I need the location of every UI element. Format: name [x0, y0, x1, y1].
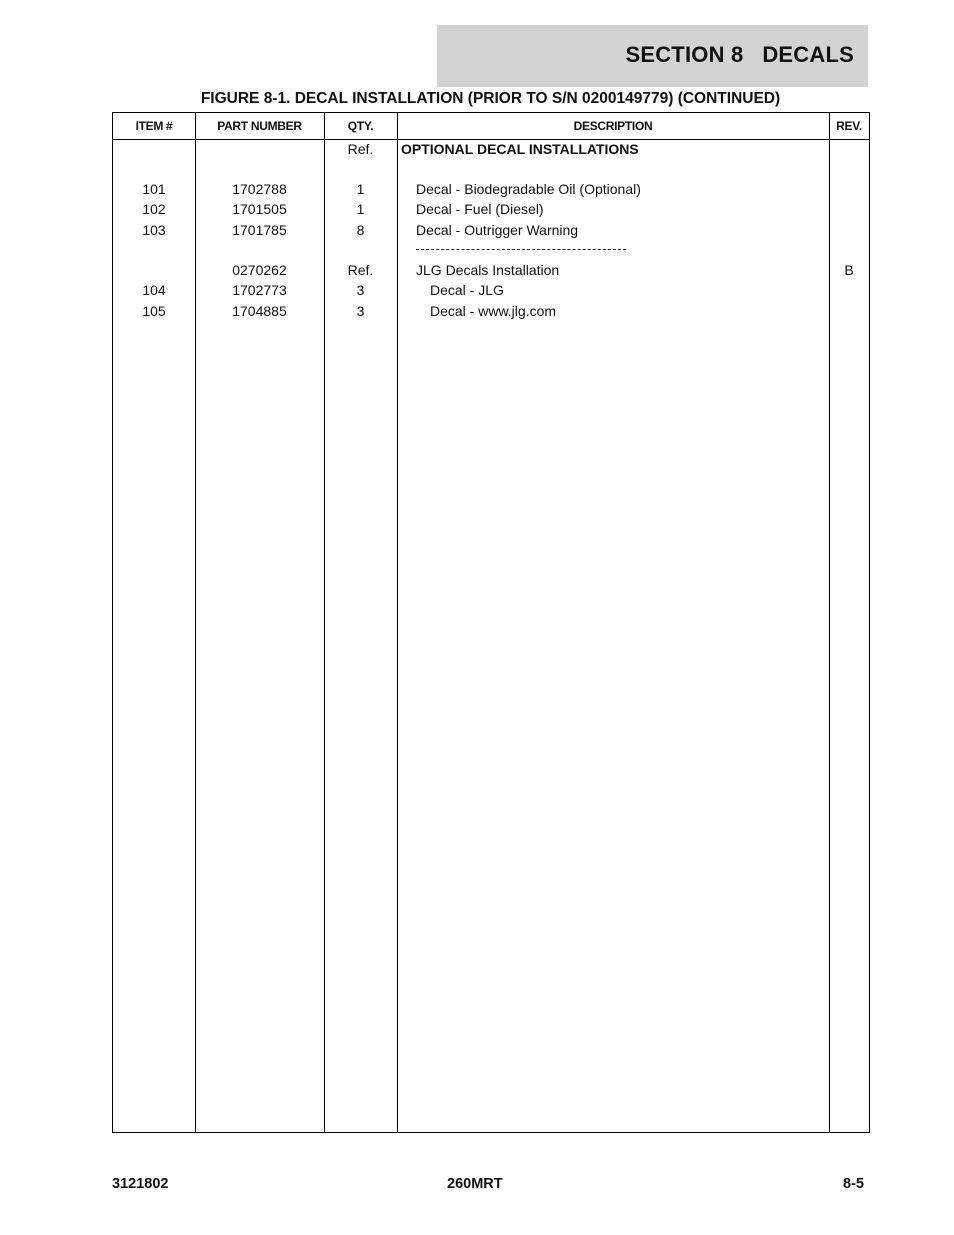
qty-cell: 1 — [356, 201, 365, 217]
table-row — [113, 139, 869, 159]
table-row — [113, 179, 869, 199]
description-cell: Decal - Outrigger Warning — [416, 222, 579, 238]
table-row — [113, 199, 869, 219]
item-cell: 105 — [142, 303, 166, 319]
part-number-cell: 1704885 — [232, 303, 287, 319]
qty-cell: Ref. — [347, 141, 374, 157]
item-cell: 102 — [142, 201, 166, 217]
footer-model: 260MRT — [447, 1176, 503, 1192]
column-header-qty: QTY. — [347, 119, 374, 133]
table-row — [113, 260, 869, 280]
description-cell: Decal - Fuel (Diesel) — [416, 201, 544, 217]
dashed-separator — [416, 249, 626, 250]
description-cell: JLG Decals Installation — [416, 262, 560, 278]
rev-cell: B — [844, 262, 854, 278]
description-cell: Decal - Biodegradable Oil (Optional) — [416, 181, 641, 197]
description-cell: Decal - JLG — [430, 282, 504, 298]
item-cell: 104 — [142, 282, 166, 298]
part-number-cell: 0270262 — [232, 262, 287, 278]
parts-table — [112, 112, 870, 1133]
qty-cell: 3 — [356, 303, 365, 319]
column-header-item: ITEM # — [135, 119, 173, 133]
part-number-cell: 1702788 — [232, 181, 287, 197]
qty-cell: Ref. — [347, 262, 374, 278]
qty-cell: 8 — [356, 222, 365, 238]
section-title: SECTION 8 DECALS — [625, 42, 854, 67]
part-number-cell: 1701785 — [232, 222, 287, 238]
table-row — [113, 301, 869, 321]
footer-page-number: 8-5 — [843, 1176, 864, 1192]
part-number-cell: 1702773 — [232, 282, 287, 298]
table-row — [113, 220, 869, 240]
item-cell: 103 — [142, 222, 166, 238]
part-number-cell: 1701505 — [232, 201, 287, 217]
column-header-rev: REV. — [836, 119, 862, 133]
qty-cell: 3 — [356, 282, 365, 298]
description-cell: OPTIONAL DECAL INSTALLATIONS — [401, 141, 639, 157]
column-header-part-number: PART NUMBER — [217, 119, 302, 133]
footer-doc-number: 3121802 — [112, 1176, 169, 1192]
table-row — [113, 280, 869, 300]
item-cell: 101 — [142, 181, 166, 197]
figure-title: FIGURE 8-1. DECAL INSTALLATION (PRIOR TO S/N 0200149779) (CONTINUED) — [200, 90, 781, 107]
description-cell: Decal - www.jlg.com — [430, 303, 557, 319]
section-banner — [437, 25, 868, 87]
qty-cell: 1 — [356, 181, 365, 197]
column-header-description: DESCRIPTION — [573, 119, 653, 133]
